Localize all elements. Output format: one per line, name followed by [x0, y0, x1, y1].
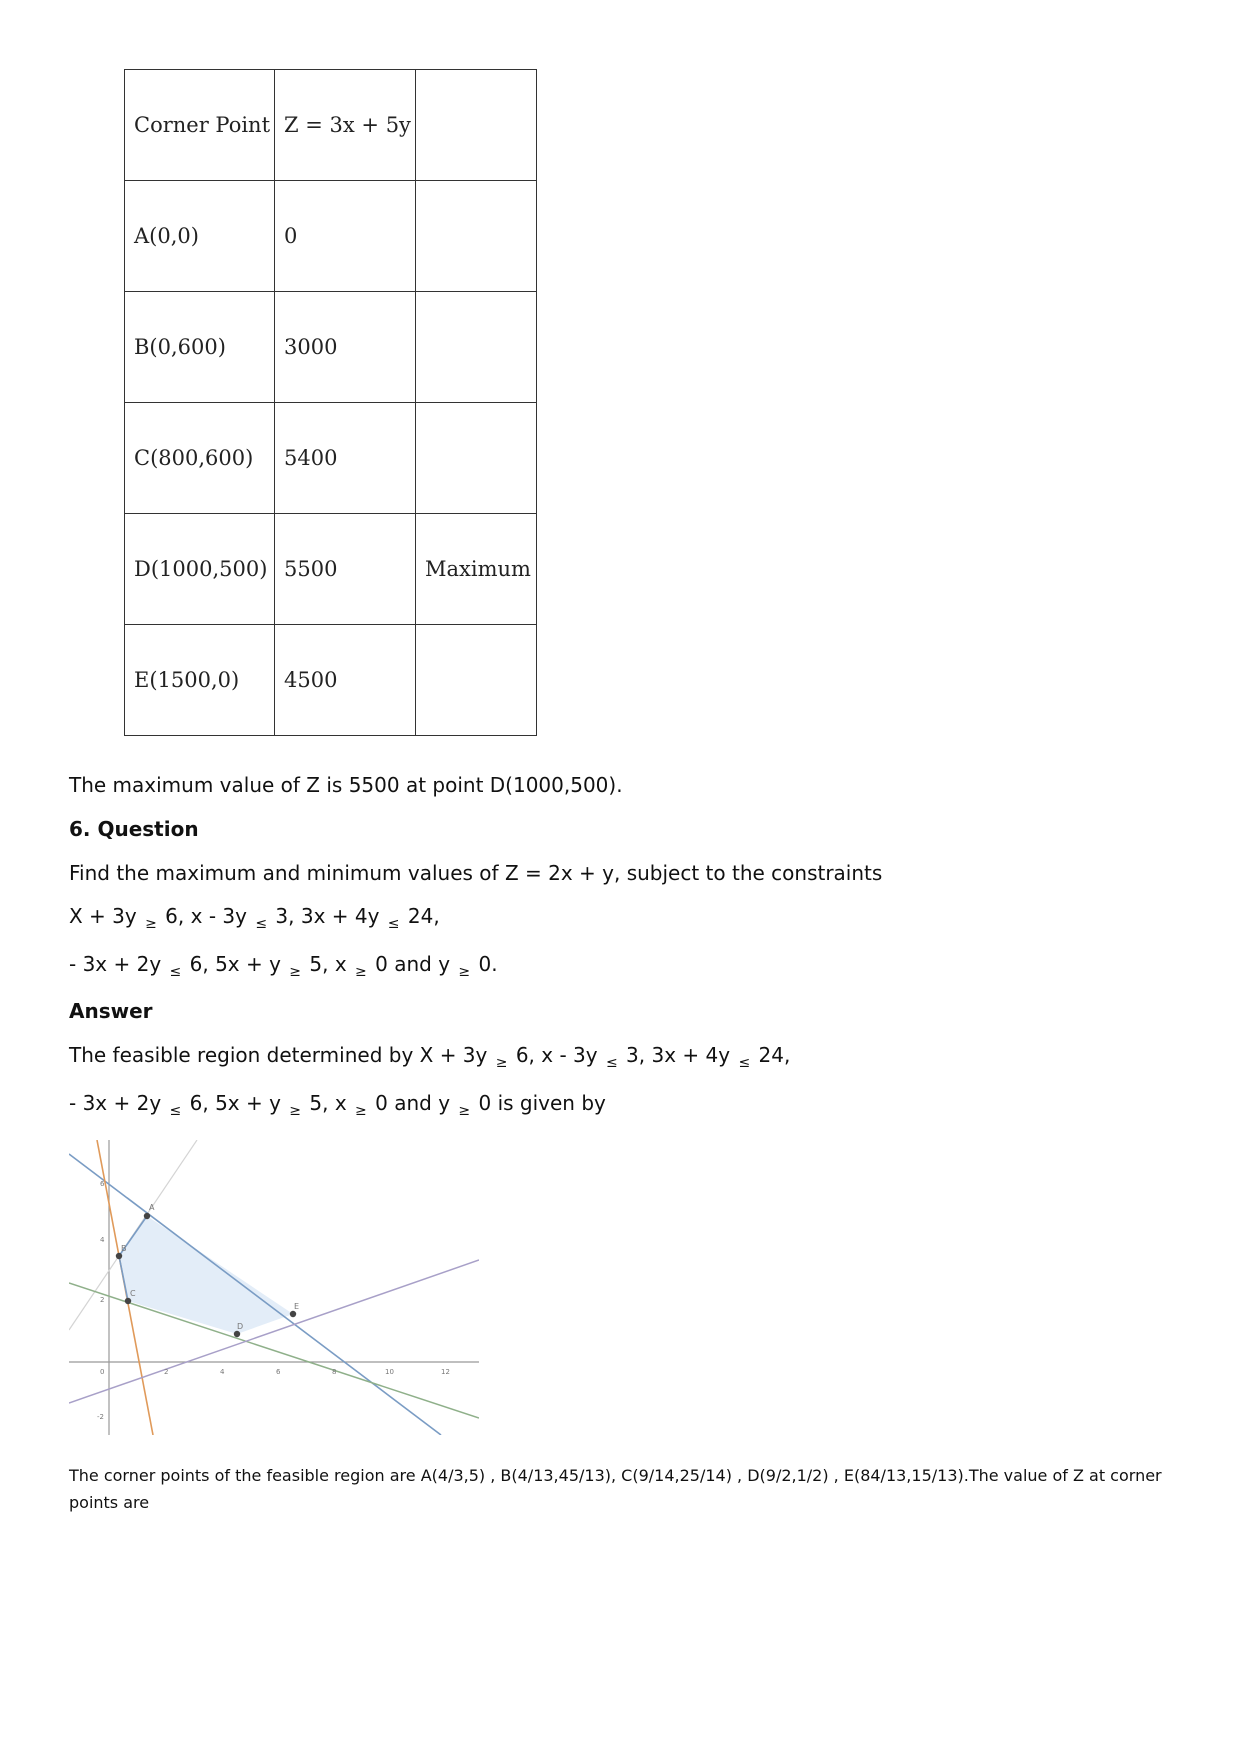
relation-symbol: ≥: [458, 964, 471, 980]
corner-point-c: [125, 1298, 131, 1304]
table-cell: 0: [275, 181, 416, 292]
constraint-text: 0.: [472, 952, 498, 976]
relation-symbol: ≤: [255, 916, 268, 932]
point-label: C: [130, 1289, 136, 1298]
relation-symbol: ≥: [355, 1103, 367, 1119]
constraint-line: [69, 1154, 441, 1435]
relation-symbol: ≥: [145, 916, 157, 932]
tick-label: 8: [332, 1368, 337, 1376]
constraint-text: 0 and y: [368, 952, 457, 976]
answer-text: 24,: [752, 1043, 791, 1067]
tick-label: 6: [276, 1368, 281, 1376]
feasible-region-graph: [69, 1140, 479, 1435]
relation-symbol: ≤: [605, 1055, 618, 1071]
table-cell: B(0,600): [125, 292, 275, 403]
relation-symbol: ≥: [289, 964, 302, 980]
answer-text: 6, x - 3y: [509, 1043, 604, 1067]
point-label: B: [121, 1244, 127, 1253]
point-label: A: [149, 1203, 155, 1212]
table-row: [125, 625, 537, 736]
corner-point-table: [124, 69, 537, 736]
answer-text: 3, 3x + 4y: [619, 1043, 737, 1067]
table-cell: [416, 403, 537, 514]
tick-label: 4: [220, 1368, 225, 1376]
table-header-row: [125, 70, 537, 181]
table-cell: [416, 625, 537, 736]
answer-text: 6, 5x + y: [183, 1091, 288, 1115]
answer-line2: [69, 1091, 606, 1119]
constraint-text: X + 3y: [69, 904, 144, 928]
constraint-text: 24,: [401, 904, 440, 928]
corner-point-a: [144, 1213, 150, 1219]
table-cell: A(0,0): [125, 181, 275, 292]
table-row: [125, 514, 537, 625]
answer-text: 0 and y: [368, 1091, 457, 1115]
question-heading: 6. Question: [69, 817, 199, 841]
corner-point-b: [116, 1253, 122, 1259]
relation-symbol: ≥: [355, 964, 367, 980]
table-cell: D(1000,500): [125, 514, 275, 625]
table-row: [125, 403, 537, 514]
point-label: E: [294, 1302, 300, 1311]
relation-symbol: ≤: [738, 1055, 751, 1071]
table-cell: [416, 292, 537, 403]
table-cell: Maximum: [416, 514, 537, 625]
answer-line1: [69, 1043, 791, 1071]
constraint-text: 3, 3x + 4y: [269, 904, 386, 928]
tick-label: 12: [441, 1368, 450, 1376]
corner-point-d: [234, 1331, 240, 1337]
table-cell: 4500: [275, 625, 416, 736]
tick-label: 4: [100, 1236, 105, 1244]
corner-point-table-wrapper: [124, 69, 537, 736]
relation-symbol: ≥: [495, 1055, 508, 1071]
table-cell: C(800,600): [125, 403, 275, 514]
constraint-text: 6, 5x + y: [183, 952, 288, 976]
tick-label: 10: [385, 1368, 394, 1376]
tick-label: 6: [100, 1180, 105, 1188]
answer-text: The feasible region determined by X + 3y: [69, 1043, 494, 1067]
table-row: [125, 292, 537, 403]
question-constraints-line2: [69, 952, 498, 980]
table-cell: 3000: [275, 292, 416, 403]
relation-symbol: ≤: [387, 916, 400, 932]
point-label: D: [237, 1322, 244, 1331]
constraint-text: - 3x + 2y: [69, 952, 168, 976]
table-header-cell: Z = 3x + 5y: [275, 70, 416, 181]
feasible-region: [119, 1216, 293, 1334]
tick-label: 2: [164, 1368, 169, 1376]
table-cell: [416, 181, 537, 292]
table-row: [125, 181, 537, 292]
tick-label: 0: [100, 1368, 105, 1376]
answer-text: 5, x: [303, 1091, 354, 1115]
tick-label: 2: [100, 1296, 105, 1304]
answer-text: 0 is given by: [472, 1091, 606, 1115]
constraint-text: 6, x - 3y: [158, 904, 254, 928]
relation-symbol: ≤: [169, 964, 182, 980]
question-constraints-line1: [69, 904, 440, 932]
table-header-cell: Corner Point: [125, 70, 275, 181]
table-header-cell: [416, 70, 537, 181]
answer-text: - 3x + 2y: [69, 1091, 168, 1115]
corner-points-text: The corner points of the feasible region are A(4/3,5) , B(4/13,45/13), C(9/14,25/14) , D(9/2,1/2) , E(84/13,15/13).The value of Z at corner points are: [69, 1466, 1162, 1512]
corner-point-e: [290, 1311, 296, 1317]
constraint-text: 5, x: [303, 952, 354, 976]
table-cell: E(1500,0): [125, 625, 275, 736]
relation-symbol: ≤: [169, 1103, 182, 1119]
question-intro: Find the maximum and minimum values of Z = 2x + y, subject to the constraints: [69, 861, 883, 885]
table-cell: 5400: [275, 403, 416, 514]
tick-label: -2: [97, 1413, 104, 1421]
relation-symbol: ≥: [289, 1103, 302, 1119]
relation-symbol: ≥: [458, 1103, 471, 1119]
conclusion-text: The maximum value of Z is 5500 at point D(1000,500).: [69, 773, 623, 797]
table-cell: 5500: [275, 514, 416, 625]
answer-heading: Answer: [69, 999, 153, 1023]
